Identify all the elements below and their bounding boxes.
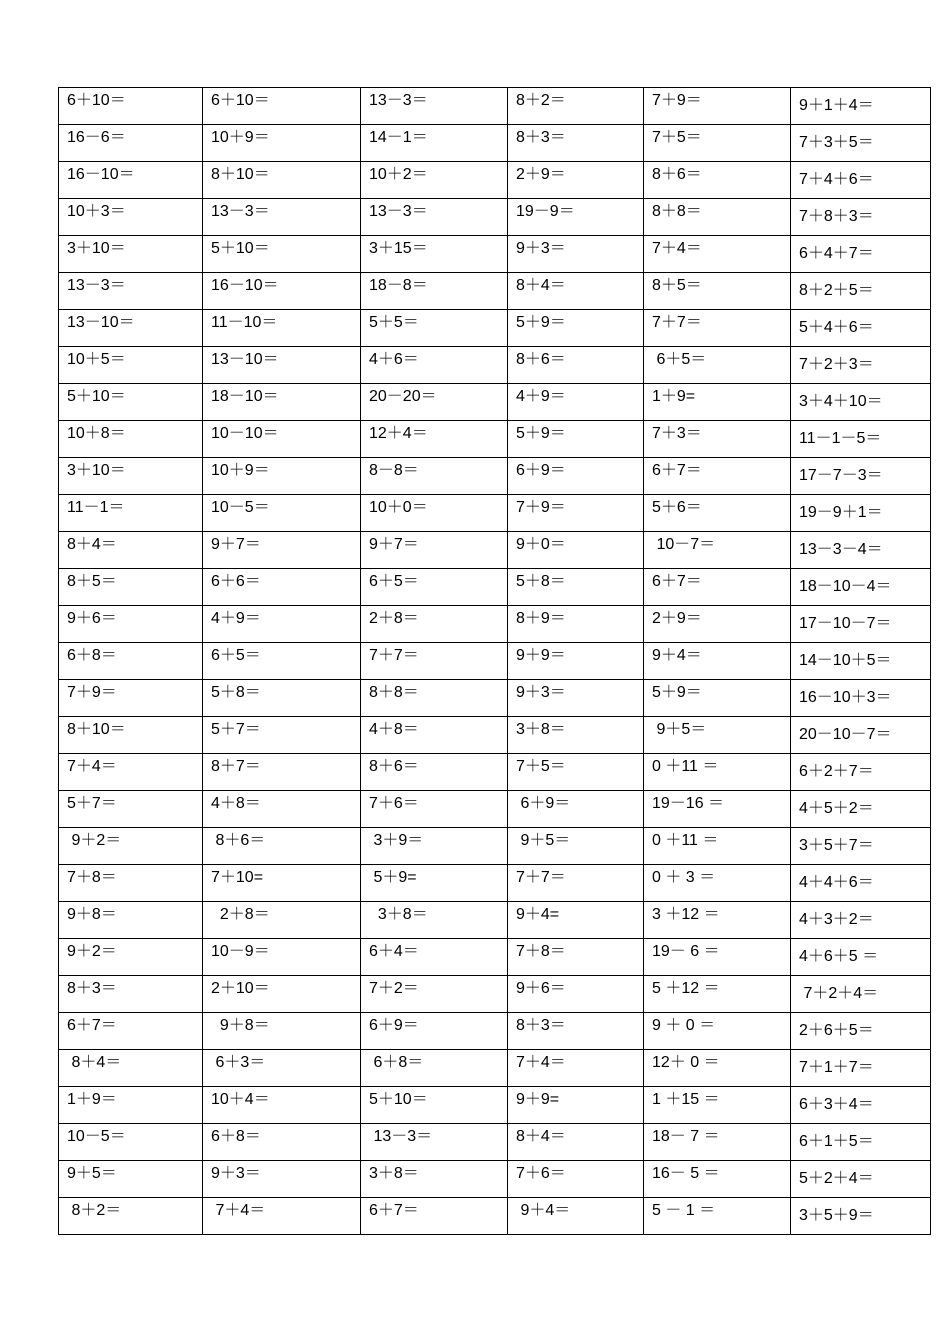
table-row [59, 199, 931, 236]
equation-cell: 11－1－5＝ [791, 421, 931, 458]
equation-cell: 19－9＝ [508, 199, 644, 236]
equation-cell: 3＋4＋10＝ [791, 384, 931, 421]
equation-cell: 9＋9= [508, 1087, 644, 1124]
equation-cell: 10－10＝ [203, 421, 361, 458]
equation-cell: 20－20＝ [361, 384, 508, 421]
equation-cell: 8＋3＝ [508, 125, 644, 162]
table-row [59, 310, 931, 347]
equation-cell: 3＋5＋7＝ [791, 828, 931, 865]
equation-cell: 2＋8＝ [203, 902, 361, 939]
table-row [59, 717, 931, 754]
equation-cell: 6＋6＝ [203, 569, 361, 606]
equation-cell: 13－10＝ [203, 347, 361, 384]
equation-cell: 5＋7＝ [203, 717, 361, 754]
equation-cell: 8＋4＝ [59, 532, 203, 569]
equation-cell: 6＋9＝ [508, 458, 644, 495]
equation-cell: 10－5＝ [59, 1124, 203, 1161]
equation-cell: 16－6＝ [59, 125, 203, 162]
equation-cell: 18－ 7 ＝ [644, 1124, 791, 1161]
equation-cell: 6＋7＝ [59, 1013, 203, 1050]
table-row [59, 384, 931, 421]
equation-cell: 6＋8＝ [59, 643, 203, 680]
equation-cell: 5＋9＝ [644, 680, 791, 717]
equation-cell: 6＋8＝ [361, 1050, 508, 1087]
equation-cell: 6＋10＝ [59, 88, 203, 125]
equation-cell: 18－10－4＝ [791, 569, 931, 606]
equation-cell: 4＋8＝ [361, 717, 508, 754]
equation-cell: 3＋10＝ [59, 236, 203, 273]
equation-cell: 7＋5＝ [508, 754, 644, 791]
equation-cell: 6＋5＝ [644, 347, 791, 384]
equation-cell: 5＋10＝ [203, 236, 361, 273]
equation-cell: 19－9＋1＝ [791, 495, 931, 532]
equation-cell: 18－8＝ [361, 273, 508, 310]
equation-cell: 8＋4＝ [508, 273, 644, 310]
equation-cell: 13－3＝ [361, 199, 508, 236]
equation-cell: 8＋8＝ [361, 680, 508, 717]
equation-cell: 7＋2＋3＝ [791, 347, 931, 384]
equation-cell: 16－10＋3＝ [791, 680, 931, 717]
equation-cell: 9＋5＝ [59, 1161, 203, 1198]
equation-cell: 4＋6＋5 ＝ [791, 939, 931, 976]
equation-cell: 4＋6＝ [361, 347, 508, 384]
equation-cell: 7＋3＝ [644, 421, 791, 458]
equation-cell: 5＋9＝ [508, 421, 644, 458]
equation-cell: 7＋2＋4＝ [791, 976, 931, 1013]
equation-cell: 17－7－3＝ [791, 458, 931, 495]
equation-cell: 9＋8＝ [59, 902, 203, 939]
table-row [59, 606, 931, 643]
equation-cell: 4＋4＋6＝ [791, 865, 931, 902]
equation-cell: 5＋4＋6＝ [791, 310, 931, 347]
equation-cell: 6＋10＝ [203, 88, 361, 125]
table-row [59, 865, 931, 902]
equation-cell: 8＋3＝ [508, 1013, 644, 1050]
equation-cell: 17－10－7＝ [791, 606, 931, 643]
equation-cell: 7＋4＝ [508, 1050, 644, 1087]
equation-cell: 6＋5＝ [203, 643, 361, 680]
equation-cell: 4＋8＝ [203, 791, 361, 828]
equation-cell: 10＋5＝ [59, 347, 203, 384]
table-row [59, 754, 931, 791]
equation-cell: 19－ 6 ＝ [644, 939, 791, 976]
equation-cell: 6＋3＝ [203, 1050, 361, 1087]
equation-cell: 6＋8＝ [203, 1124, 361, 1161]
equation-cell: 18－10＝ [203, 384, 361, 421]
equation-cell: 5＋10＝ [59, 384, 203, 421]
equation-cell: 10＋8＝ [59, 421, 203, 458]
equation-cell: 3＋8＝ [508, 717, 644, 754]
equation-cell: 9＋1＋4＝ [791, 88, 931, 125]
equation-cell: 2＋9＝ [508, 162, 644, 199]
equation-cell: 10－7＝ [644, 532, 791, 569]
equation-cell: 13－3＝ [59, 273, 203, 310]
equation-cell: 6＋7＝ [644, 458, 791, 495]
equation-cell: 7＋7＝ [644, 310, 791, 347]
equation-cell: 3＋9＝ [361, 828, 508, 865]
equation-cell: 0 ＋11 ＝ [644, 828, 791, 865]
equation-cell: 11－1＝ [59, 495, 203, 532]
equation-cell: 9＋5＝ [508, 828, 644, 865]
equation-cell: 9＋8＝ [203, 1013, 361, 1050]
equation-cell: 6＋2＋7＝ [791, 754, 931, 791]
equation-cell: 14－10＋5＝ [791, 643, 931, 680]
equation-cell: 7＋6＝ [508, 1161, 644, 1198]
equation-cell: 8＋2＋5＝ [791, 273, 931, 310]
equation-cell: 5＋10＝ [361, 1087, 508, 1124]
equation-cell: 6＋4＝ [361, 939, 508, 976]
equation-cell: 9＋6＝ [508, 976, 644, 1013]
equation-cell: 14－1＝ [361, 125, 508, 162]
table-row [59, 1087, 931, 1124]
equation-cell: 5 － 1 ＝ [644, 1198, 791, 1235]
equation-cell: 8＋7＝ [203, 754, 361, 791]
equation-cell: 9＋2＝ [59, 939, 203, 976]
equation-cell: 9＋4＝ [644, 643, 791, 680]
equation-cell: 10－9＝ [203, 939, 361, 976]
equation-cell: 9＋7＝ [361, 532, 508, 569]
equation-cell: 6＋7＝ [361, 1198, 508, 1235]
equation-cell: 10＋4＝ [203, 1087, 361, 1124]
table-row [59, 939, 931, 976]
table-row [59, 1013, 931, 1050]
table-row [59, 1198, 931, 1235]
equation-cell: 9＋2＝ [59, 828, 203, 865]
equation-cell: 5＋5＝ [361, 310, 508, 347]
table-row [59, 1161, 931, 1198]
equation-cell: 7＋3＋5＝ [791, 125, 931, 162]
worksheet-body [59, 88, 931, 1235]
equation-cell: 10＋0＝ [361, 495, 508, 532]
equation-cell: 7＋6＝ [361, 791, 508, 828]
table-row [59, 88, 931, 125]
equation-cell: 19－16 ＝ [644, 791, 791, 828]
equation-cell: 12＋4＝ [361, 421, 508, 458]
equation-cell: 7＋2＝ [361, 976, 508, 1013]
equation-cell: 8＋9＝ [508, 606, 644, 643]
equation-cell: 7＋7＝ [361, 643, 508, 680]
equation-cell: 3＋8＝ [361, 902, 508, 939]
equation-cell: 5＋7＝ [59, 791, 203, 828]
equation-cell: 1 ＋15 ＝ [644, 1087, 791, 1124]
table-row [59, 458, 931, 495]
equation-cell: 9＋0＝ [508, 532, 644, 569]
equation-cell: 6＋3＋4＝ [791, 1087, 931, 1124]
equation-cell: 11－10＝ [203, 310, 361, 347]
equation-cell: 7＋9＝ [508, 495, 644, 532]
equation-cell: 6＋1＋5＝ [791, 1124, 931, 1161]
equation-cell: 8＋6＝ [508, 347, 644, 384]
equation-cell: 5＋2＋4＝ [791, 1161, 931, 1198]
equation-cell: 13－3－4＝ [791, 532, 931, 569]
equation-cell: 9＋5＝ [644, 717, 791, 754]
equation-cell: 8＋10＝ [59, 717, 203, 754]
equation-cell: 6＋5＝ [361, 569, 508, 606]
equation-cell: 8＋6＝ [644, 162, 791, 199]
equation-cell: 2＋8＝ [361, 606, 508, 643]
equation-cell: 9 ＋ 0 ＝ [644, 1013, 791, 1050]
equation-cell: 3＋10＝ [59, 458, 203, 495]
equation-cell: 1＋9＝ [59, 1087, 203, 1124]
table-row [59, 1050, 931, 1087]
equation-cell: 3＋15＝ [361, 236, 508, 273]
table-row [59, 791, 931, 828]
equation-cell: 10＋2＝ [361, 162, 508, 199]
equation-cell: 9＋7＝ [203, 532, 361, 569]
equation-cell: 8＋3＝ [59, 976, 203, 1013]
table-row [59, 125, 931, 162]
table-row [59, 828, 931, 865]
equation-cell: 10－5＝ [203, 495, 361, 532]
equation-cell: 9＋3＝ [508, 236, 644, 273]
equation-cell: 2＋6＋5＝ [791, 1013, 931, 1050]
equation-cell: 5＋8＝ [508, 569, 644, 606]
equation-cell: 0 ＋11 ＝ [644, 754, 791, 791]
equation-cell: 4＋5＋2＝ [791, 791, 931, 828]
equation-cell: 8＋6＝ [203, 828, 361, 865]
arithmetic-worksheet-table [58, 87, 931, 1235]
equation-cell: 7＋10= [203, 865, 361, 902]
equation-cell: 5＋9= [361, 865, 508, 902]
equation-cell: 8＋5＝ [59, 569, 203, 606]
equation-cell: 7＋4＝ [59, 754, 203, 791]
equation-cell: 9＋3＝ [203, 1161, 361, 1198]
equation-cell: 5＋6＝ [644, 495, 791, 532]
equation-cell: 10＋9＝ [203, 458, 361, 495]
equation-cell: 1＋9= [644, 384, 791, 421]
table-row [59, 902, 931, 939]
equation-cell: 16－10＝ [203, 273, 361, 310]
equation-cell: 7＋4＝ [203, 1198, 361, 1235]
equation-cell: 5＋8＝ [203, 680, 361, 717]
table-row [59, 273, 931, 310]
equation-cell: 20－10－7＝ [791, 717, 931, 754]
table-row [59, 236, 931, 273]
equation-cell: 7＋7＝ [508, 865, 644, 902]
equation-cell: 3 ＋12 ＝ [644, 902, 791, 939]
equation-cell: 12＋ 0 ＝ [644, 1050, 791, 1087]
equation-cell: 6＋9＝ [508, 791, 644, 828]
equation-cell: 10＋9＝ [203, 125, 361, 162]
table-row [59, 643, 931, 680]
equation-cell: 9＋9＝ [508, 643, 644, 680]
equation-cell: 5 ＋12 ＝ [644, 976, 791, 1013]
table-row [59, 162, 931, 199]
equation-cell: 7＋1＋7＝ [791, 1050, 931, 1087]
equation-cell: 9＋6＝ [59, 606, 203, 643]
equation-cell: 4＋9＝ [203, 606, 361, 643]
equation-cell: 8＋2＝ [59, 1198, 203, 1235]
equation-cell: 8＋5＝ [644, 273, 791, 310]
equation-cell: 8＋8＝ [644, 199, 791, 236]
equation-cell: 7＋5＝ [644, 125, 791, 162]
equation-cell: 16－10＝ [59, 162, 203, 199]
table-row [59, 1124, 931, 1161]
equation-cell: 3＋5＋9＝ [791, 1198, 931, 1235]
table-row [59, 421, 931, 458]
equation-cell: 6＋9＝ [361, 1013, 508, 1050]
table-row [59, 495, 931, 532]
equation-cell: 4＋9＝ [508, 384, 644, 421]
equation-cell: 9＋4＝ [508, 1198, 644, 1235]
equation-cell: 7＋4＋6＝ [791, 162, 931, 199]
equation-cell: 7＋8＝ [59, 865, 203, 902]
equation-cell: 13－10＝ [59, 310, 203, 347]
equation-cell: 7＋8＝ [508, 939, 644, 976]
equation-cell: 7＋9＝ [644, 88, 791, 125]
equation-cell: 8＋2＝ [508, 88, 644, 125]
equation-cell: 9＋3＝ [508, 680, 644, 717]
equation-cell: 3＋8＝ [361, 1161, 508, 1198]
equation-cell: 10＋3＝ [59, 199, 203, 236]
equation-cell: 8＋4＝ [508, 1124, 644, 1161]
equation-cell: 8＋6＝ [361, 754, 508, 791]
equation-cell: 7＋8＋3＝ [791, 199, 931, 236]
equation-cell: 5＋9＝ [508, 310, 644, 347]
equation-cell: 4＋3＋2＝ [791, 902, 931, 939]
equation-cell: 8＋10＝ [203, 162, 361, 199]
table-row [59, 680, 931, 717]
equation-cell: 7＋9＝ [59, 680, 203, 717]
table-row [59, 569, 931, 606]
table-row [59, 532, 931, 569]
equation-cell: 13－3＝ [203, 199, 361, 236]
equation-cell: 16－ 5 ＝ [644, 1161, 791, 1198]
equation-cell: 2＋9＝ [644, 606, 791, 643]
equation-cell: 0 ＋ 3 ＝ [644, 865, 791, 902]
equation-cell: 9＋4= [508, 902, 644, 939]
equation-cell: 8－8＝ [361, 458, 508, 495]
equation-cell: 6＋4＋7＝ [791, 236, 931, 273]
equation-cell: 13－3＝ [361, 88, 508, 125]
equation-cell: 13－3＝ [361, 1124, 508, 1161]
table-row [59, 347, 931, 384]
equation-cell: 7＋4＝ [644, 236, 791, 273]
table-row [59, 976, 931, 1013]
equation-cell: 6＋7＝ [644, 569, 791, 606]
equation-cell: 2＋10＝ [203, 976, 361, 1013]
equation-cell: 8＋4＝ [59, 1050, 203, 1087]
